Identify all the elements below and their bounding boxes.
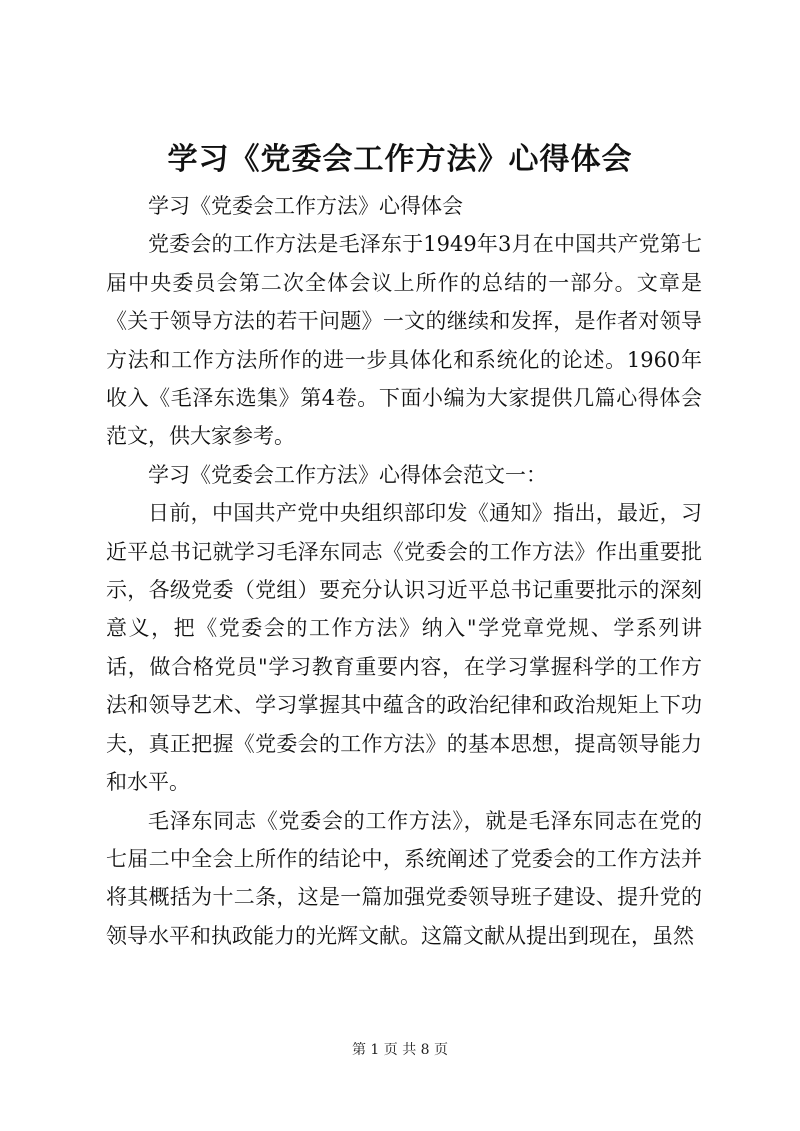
paragraph-summary: 毛泽东同志《党委会的工作方法》，就是毛泽东同志在党的七届二中全会上所作的结论中，系统阐述了党委会的工作方法并将其概括为十二条，这是一篇加强党委领导班子建设、提升党的领导水平和执政能力的光辉文献。这篇文献从提出到现在，虽然 (106, 808, 702, 948)
paragraph-subtitle: 学习《党委会工作方法》心得体会 (148, 194, 463, 218)
paragraph-intro: 党委会的工作方法是毛泽东于1949年3月在中国共产党第七届中央委员会第二次全体会议上所作的总结的一部分。文章是《关于领导方法的若干问题》一文的继续和发挥，是作者对领导方法和工作方法所作的进一步具体化和系统化的论述。1960年收入《毛泽东选集》第4卷。下面小编为大家提供几篇心得体会范文，供大家参考。 (106, 232, 702, 449)
paragraph-notice: 日前，中国共产党中央组织部印发《通知》指出，最近，习近平总书记就学习毛泽东同志《党委会的工作方法》作出重要批示，各级党委（党组）要充分认识习近平总书记重要批示的深刻意义，把《党委会的工作方法》纳入"学党章党规、学系列讲话，做合格党员"学习教育重要内容，在学习掌握科学的工作方法和领导艺术、学习掌握其中蕴含的政治纪律和政治规矩上下功夫，真正把握《党委会的工作方法》的基本思想，提高领导能力和水平。 (106, 501, 702, 795)
document-body (106, 187, 702, 955)
document-title: 学习《党委会工作方法》心得体会 (167, 142, 633, 177)
page-footer: 第 1 页 共 8 页 (351, 1042, 449, 1058)
paragraph-section-heading: 学习《党委会工作方法》心得体会范文一： (148, 462, 547, 487)
